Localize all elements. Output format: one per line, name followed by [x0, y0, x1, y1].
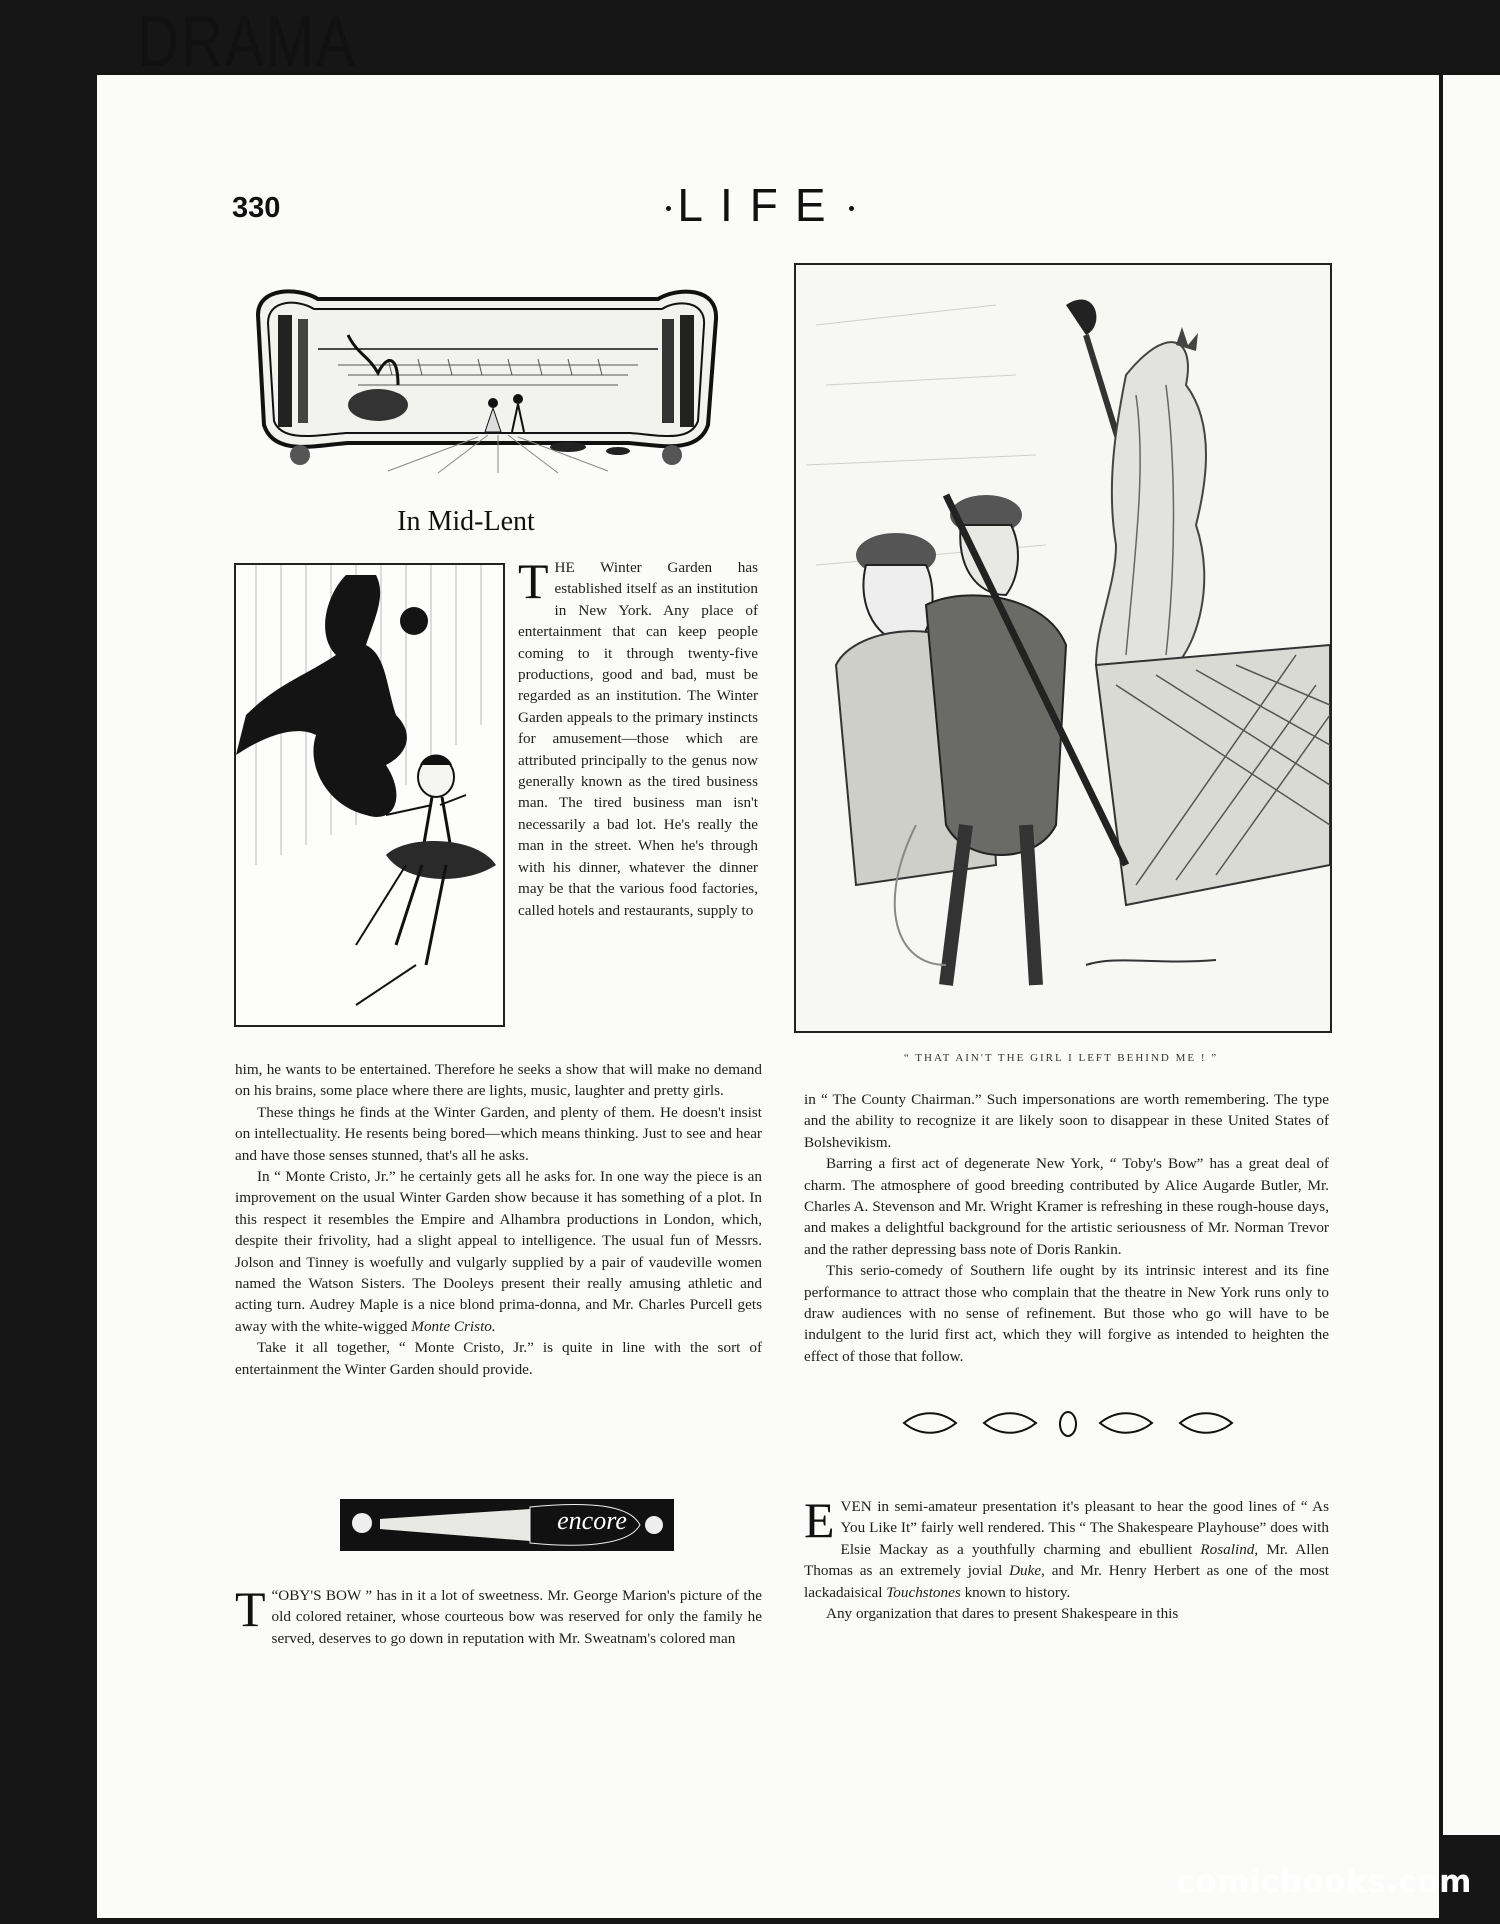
as-you-like-it-drop-cap: E [804, 1492, 835, 1548]
article-intro-continued: him, he wants to be entertained. Therefore he seeks a show that will make no demand on his brains, some place where there are lights, music, laughter and pretty girls. [235, 1061, 762, 1100]
tobys-bow-open-quote: “ [271, 1587, 279, 1604]
article-paragraph-2: These things he finds at the Winter Garden, and plenty of them. He doesn't insist on intellectuality. He resents being bored—which means thinking. Just to see and hear and have those senses stunned, that's all he asks. [235, 1103, 762, 1164]
article-paragraph-3-italic: Monte Cristo. [411, 1317, 496, 1335]
aylit-duke: Duke, [1009, 1562, 1045, 1580]
aylit-text-d: known to history. [964, 1583, 1071, 1601]
magazine-title: LIFE [677, 179, 843, 231]
article-heading: In Mid-Lent [397, 506, 535, 537]
facing-page-edge [1439, 75, 1500, 1835]
page-number: 330 [232, 192, 281, 224]
right-column-top [804, 1089, 1329, 1367]
article-paragraph-3 [235, 1166, 762, 1337]
illustration-caption: “ THAT AIN'T THE GIRL I LEFT BEHIND ME ! ” [903, 1052, 1219, 1064]
drama-banner-illustration [238, 275, 734, 479]
aylit-text-c: and Mr. Henry Herbert as one of the most lackadaisical [804, 1562, 1330, 1601]
as-you-like-it-section [804, 1492, 1330, 1624]
tobys-bow-drop-cap: T [235, 1581, 266, 1637]
dancer-shadow-illustration [234, 563, 505, 1027]
article-intro-text: HE Winter Garden has established itself as an institution in New York. Any place of entertainment that can keep people coming to it through twenty-five productions, good and bad, must be regarded as an institution. The Winter Garden appeals to the primary instincts for amusement—those which are attributed principally to the genus now generally known as the tired business man. The tired business man isn't necessarily a bad lot. He's really the man in the street. When he's through with his dinner, whatever the dinner may be that the various food factories, called hotels and restaurants, supply to [518, 559, 758, 919]
right-paragraph-1: in “ The County Chairman.” Such impersonations are worth remembering. The type and the ability to recognize it are likely soon to disappear in these United States of Bolshevikism. [804, 1091, 1329, 1151]
tobys-bow-paragraph [235, 1581, 762, 1649]
aylit-rosalind: Rosalind, [1200, 1540, 1259, 1558]
tobys-bow-text: OBY'S BOW ” has in it a lot of sweetness. Mr. George Marion's picture of the old colored retainer, whose courteous bow was reserved for only the family he served, deserves to go down in reputation with Mr. Sweatnam's colored man [271, 1587, 762, 1647]
leaf-ornament-divider [900, 1406, 1236, 1440]
encore-label: encore [557, 1506, 627, 1535]
article-paragraph-3-text: In “ Monte Cristo, Jr.” he certainly gets all he asks for. In one way the piece is an improvement on the usual Winter Garden show because it has something of a plot. In this respect it resembles the Empire and Alhambra productions in London, which, despite their frivolity, had a slight appeal to intelligence. The usual fun of Messrs. Jolson and Tinney is woefully and vulgarly supplied by a pair of vaudeville women named the Watson Sisters. The Dooleys present their really amusing athletic and acting turn. Audrey Maple is a nice blond prima-donna, and Mr. Charles Purcell gets away with the white-wigged [235, 1168, 762, 1335]
right-paragraph-2: Barring a first act of degenerate New York, “ Toby's Bow” has a great deal of charm. The atmosphere of good breeding contributed by Alice Augarde Butler, Mr. Charles A. Stevenson and Mr. Wright Kramer is refreshing in these rough-house days, and makes a delightful background for the artistic seriousness of Mr. Norman Trevor and the rather depressing bass note of Doris Rankin. [804, 1155, 1329, 1258]
article-paragraph-4: Take it all together, “ Monte Cristo, Jr.” is quite in line with the sort of entertainment the Winter Garden should provide. [235, 1339, 762, 1378]
aylit-paragraph-2: Any organization that dares to present Shakespeare in this [826, 1605, 1179, 1623]
masthead-dot-left [666, 206, 671, 211]
right-paragraph-3: This serio-comedy of Southern life ought by its intrinsic interest and its fine performance to attract those who complain that the theatre in New York runs only to draw audiences with no sense of refinement. But those who go will have to be indulgent to the lurid first act, which they will forgive as intended to heighten the effect of those that follow. [804, 1262, 1329, 1365]
intro-drop-cap: T [518, 553, 549, 609]
banner-title: DRAMA [137, 0, 357, 83]
left-column-body [235, 1059, 762, 1380]
aylit-text-a: VEN in semi-amateur presentation it's pleasant to hear the good lines of “ As You Like It” fairly well rendered. This “ The Shakespeare Playhouse” does with Elsie Mackay as a youthfully charming and ebullient [840, 1498, 1329, 1558]
soldiers-statue-of-liberty-illustration [794, 263, 1332, 1033]
magazine-masthead [640, 178, 880, 232]
article-intro-top [518, 553, 758, 921]
aylit-touchstones: Touchstones [886, 1583, 961, 1601]
masthead-dot-right [849, 206, 854, 211]
aylit-text-b: Mr. Allen Thomas as an extremely jovial [804, 1540, 1329, 1580]
site-watermark: comicbooks.com [1176, 1864, 1472, 1900]
